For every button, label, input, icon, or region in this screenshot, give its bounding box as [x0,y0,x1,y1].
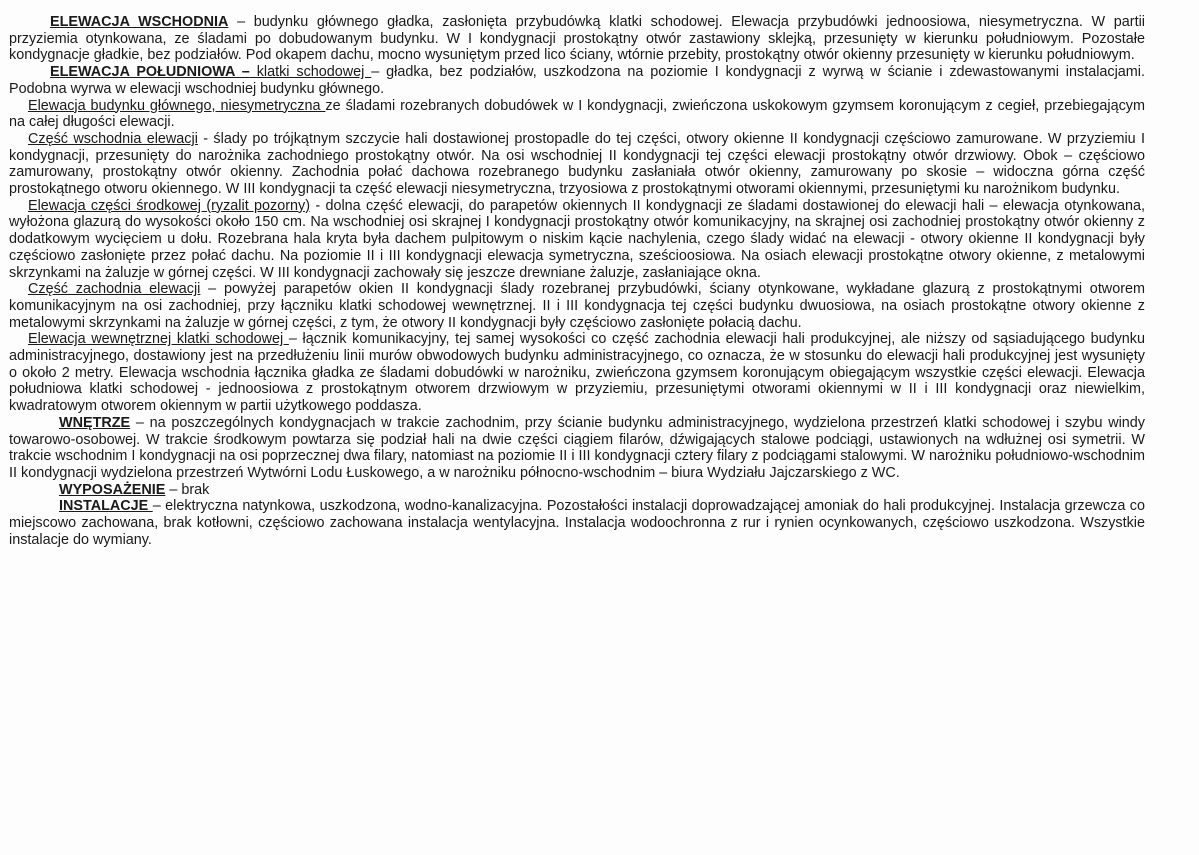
body-czesc-srodkowa: - dolna część elewacji, do parapetów okiennych II kondygnacji ze śladami dostawionej do elewacji hali – elewacja otynkowana, wyłożona glazurą do wysokości około 150 cm. Na wschodniej osi skrajnej I kondygnacji prostokątny otwór komunikacyjny, na skrajnej osi zachodniej prostokątny otwór okienny z dodatkowym wycięciem u dołu. Rozebrana hala kryta była dachem pulpitowym o niskim kącie nachylenia, czego ślady widać na elewacji - otwory okienne II kondygnacji były częściowo zasłonięte przez połać dachu. Na poziomie II i III kondygnacji elewacja symetryczna, sześcioosiowa. Na osiach elewacji prostokątne otwory okienne, z metalowymi skrzynkami na żaluzje w górnej części. W III kondygnacji zachowały się jeszcze drewniane żaluzje, zasłaniające okna. [9,197,1145,281]
paragraph-elewacja-budynku-glownego [9,98,1145,131]
paragraph-elewacja-poludniowa [9,64,1145,97]
body-czesc-wschodnia: - ślady po trójkątnym szczycie hali dostawionej prostopadle do tej części, otwory okienne II kondygnacji częściowo zamurowane. W przyziemiu I kondygnacji, przesunięty do narożnika zachodniego prostokątny otwór. Na osi wschodniej II kondygnacji tej części elewacji prostokątny otwór drzwiowy. Obok – częściowo zamurowany, prostokątny otwór okienny. Zachodnia połać dachowa rozebranego budynku zasłaniała otwór okienny, zamurowany po skosie – widoczna górna część prostokątnego otworu okiennego. W III kondygnacji ta część elewacji niesymetryczna, trzyosiowa z prostokątnymi otworami okiennymi, przesuniętymi ku narożnikom budynku. [9,130,1145,198]
heading-elewacja-poludniowa: ELEWACJA POŁUDNIOWA – [50,64,250,81]
heading-elewacja-wschodnia: ELEWACJA WSCHODNIA [50,14,229,30]
heading-klatka-wewnetrzna: Elewacja wewnętrznej klatki schodowej [28,331,289,348]
paragraph-czesc-srodkowa [9,198,1145,282]
paragraph-instalacje [9,498,1145,548]
body-wnetrze: – na poszczególnych kondygnacjach w trakcie zachodnim, przy ścianie budynku administracyjnego, wydzielona przestrzeń klatki schodowej i szybu windy towarowo-osobowej. W trakcie środkowym powtarza się podział hali na dwie części ciągiem filarów, dźwigających stalowe podciągi, ustawionych na wdłużnej osi symetrii. W trakcie wschodnim I kondygnacji na osi poprzecznej dwa filary, natomiast na poziomie II i III kondygnacji cztery filary z podciągami stalowymi. W narożniku południowo-wschodnim II kondygnacji wydzielona przestrzeń Wytwórni Lodu Łuskowego, a w narożniku północno-wschodnim – biura Wydziału Jajczarskiego z WC. [9,414,1145,481]
heading-czesc-wschodnia: Część wschodnia elewacji [28,130,198,147]
body-elewacja-wschodnia: – budynku głównego gładka, zasłonięta przybudówką klatki schodowej. Elewacja przybudówki jednoosiowa, niesymetryczna. W partii przyziemia otynkowana, ze śladami po dobudowanym budynku. W I kondygnacji prostokątny otwór zastawiony sklejką, przesunięty w kierunku południowym. Pozostałe kondygnacje gładkie, bez podziałów. Pod okapem dachu, mocno wysuniętym przed lico ściany, wtórnie przebity, prostokątny otwór okienny przesunięty w kierunku południowym. [9,14,1145,64]
body-czesc-zachodnia: – powyżej parapetów okien II kondygnacji ślady rozebranej przybudówki, ściany otynkowane, wykładane glazurą z prostokątnymi otworem komunikacyjnym na osi zachodniej, przy łączniku klatki schodowej wewnętrznej. II i III kondygnacja tej części budynku dwuosiowa, na osiach prostokątne otwory okienne z metalowymi skrzynkami na żaluzje w górnej części, z tym, że otwory II kondygnacji były częściowo zasłonięte połacią dachu. [9,281,1145,331]
paragraph-wnetrze [9,415,1145,482]
heading-wyposazenie: WYPOSAŻENIE [59,481,166,498]
heading-wnetrze: WNĘTRZE [59,414,131,431]
paragraph-wyposazenie [9,482,1145,499]
heading-instalacje: INSTALACJE [59,498,153,515]
paragraph-klatka-wewnetrzna [9,331,1145,415]
heading-elewacja-budynku-glownego: Elewacja budynku głównego, niesymetryczna [28,97,326,114]
body-instalacje: – elektryczna natynkowa, uszkodzona, wodno-kanalizacyjna. Pozostałości instalacji doprowadzającej amoniak do hali produkcyjnej. Instalacja grzewcza co miejscowo zachowana, brak kotłowni, częściowo zachowana instalacja wentylacyjna. Instalacja wodoochronna z rur i rynien ocynkowanych, częściowo uszkodzona. Wszystkie instalacje do wymiany. [9,498,1145,548]
paragraph-czesc-zachodnia [9,281,1145,331]
body-klatka-wewnetrzna: – łącznik komunikacyjny, tej samej wysokości co część zachodnia elewacji hali produkcyjnej, ale niższy od sąsiadującego budynku administracyjnego, dostawiony jest na przedłużeniu linii murów obwodowych budynku administracyjnego, co oznacza, że w stosunku do elewacji hali produkcyjnej jest wysunięty o około 2 metry. Elewacja wschodnia łącznika gładka ze śladami dobudówki w narożniku, zwieńczona gzymsem koronującym obiegającym wszystkie części elewacji. Elewacja południowa klatki schodowej - jednoosiowa z prostokątnym otworem drzwiowym w przyziemiu, przesuniętymi otworami okiennymi w II i III kondygnacji oraz niewielkim, kwadratowym otworem okiennym w partii użytkowego poddasza. [9,331,1145,415]
body-elewacja-poludniowa: – gładka, bez podziałów, uszkodzona na poziomie I kondygnacji z wyrwą w ścianie i zdewastowanymi instalacjami. Podobna wyrwa w elewacji wschodniej budynku głównego. [9,64,1145,97]
paragraph-elewacja-wschodnia [9,14,1145,64]
subheading-klatki-schodowej: klatki schodowej [249,64,372,81]
heading-czesc-zachodnia: Część zachodnia elewacji [28,281,201,298]
body-wyposazenie: – brak [165,481,210,498]
document-text [9,14,1145,549]
heading-czesc-srodkowa: Elewacja części środkowej (ryzalit pozorny) [28,197,311,214]
paragraph-czesc-wschodnia [9,131,1145,198]
body-elewacja-budynku-glownego: ze śladami rozebranych dobudówek w I kondygnacji, zwieńczona uskokowym gzymsem koronującym z cegieł, przebiegającym na całej długości elewacji. [9,97,1145,131]
